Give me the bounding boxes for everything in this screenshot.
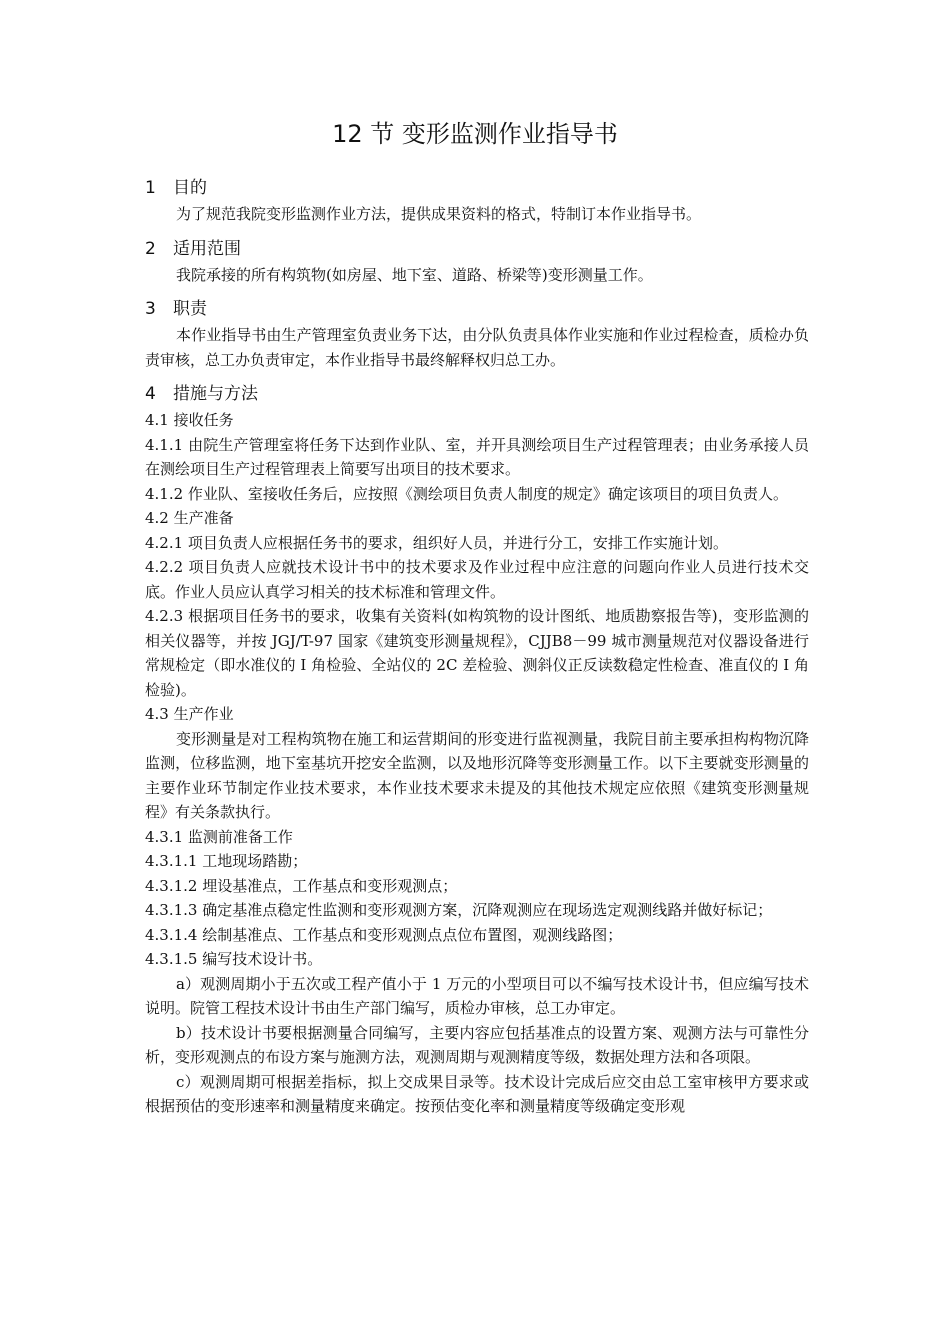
section-number: 3	[145, 299, 156, 319]
clause-paragraph: 4.2.2 项目负责人应就技术设计书中的技术要求及作业过程中应注意的问题向作业人员进行技术交底。作业人员应认真学习相关的技术标准和管理文件。	[145, 558, 809, 601]
section-heading-2	[145, 233, 809, 263]
clause-paragraph: 4.1.1 由院生产管理室将任务下达到作业队、室，并开具测绘项目生产过程管理表；由业务承接人员在测绘项目生产过程管理表上简要写出项目的技术要求。	[145, 435, 809, 478]
section-title: 职责	[173, 299, 207, 319]
section-body-3: 本作业指导书由生产管理室负责业务下达，由分队负责具体作业实施和作业过程检查，质检办负责审核，总工办负责审定，本作业指导书最终解释权归总工办。	[145, 326, 809, 369]
clause-paragraph: 4.3.1.5 编写技术设计书。	[145, 950, 323, 968]
subsection-heading: 4.3 生产作业	[145, 705, 234, 723]
body-paragraph: 变形测量是对工程构筑物在施工和运营期间的形变进行监视测量，我院目前主要承担构构物沉降监测，位移监测，地下室基坑开挖安全监测，以及地形沉降等变形测量工作。以下主要就变形测量的主要作业环节制定作业技术要求，本作业技术要求未提及的其他技术规定应依照《建筑变形测量规程》有关条款执行。	[145, 729, 809, 821]
section-number: 1	[145, 178, 156, 198]
document-body	[145, 168, 809, 1119]
list-item-a: a）观测周期小于五次或工程产值小于 1 万元的小型项目可以不编写技术设计书，但应编写技术说明。院管工程技术设计书由生产部门编写，质检办审核，总工办审定。	[145, 974, 809, 1017]
section-body-2: 我院承接的所有构筑物(如房屋、地下室、道路、桥梁等)变形测量工作。	[176, 265, 653, 284]
clause-paragraph: 4.1.2 作业队、室接收任务后，应按照《测绘项目负责人制度的规定》确定该项目的项目负责人。	[145, 484, 788, 503]
subsection-heading: 4.2 生产准备	[145, 509, 234, 527]
clause-paragraph: 4.3.1.3 确定基准点稳定性监测和变形观测方案，沉降观测应在现场选定观测线路并做好标记；	[145, 901, 773, 919]
clause-paragraph: 4.2.1 项目负责人应根据任务书的要求，组织好人员，并进行分工，安排工作实施计划。	[145, 533, 728, 552]
list-item-c: c）观测周期可根据差指标，拟上交成果目录等。技术设计完成后应交由总工室审核甲方要求或根据预估的变形速率和测量精度来确定。按预估变化率和测量精度等级确定变形观	[145, 1072, 809, 1115]
section-heading-3	[145, 293, 809, 323]
section-heading-4	[145, 378, 809, 408]
clause-paragraph: 4.3.1 监测前准备工作	[145, 827, 293, 846]
clause-paragraph: 4.2.3 根据项目任务书的要求，收集有关资料(如构筑物的设计图纸、地质勘察报告等)，变形监测的相关仪器等，并按 JGJ/T-97 国家《建筑变形测量规程》，CJJB8－99 城市测量规范对仪器设备进行常规检定（即水准仪的 I 角检验、全站仪的 2C 差检验、测斜仪正反读数稳定性检查、准直仪的 I 角检验)。	[145, 607, 809, 699]
subsection-heading: 4.1 接收任务	[145, 411, 234, 429]
list-item-b: b）技术设计书要根据测量合同编写，主要内容应包括基准点的设置方案、观测方法与可靠性分析，变形观测点的布设方案与施测方法，观测周期与观测精度等级，数据处理方法和各项限。	[145, 1023, 809, 1066]
section-number: 2	[145, 238, 156, 259]
section-title: 措施与方法	[173, 384, 258, 404]
section-body-1: 为了规范我院变形监测作业方法，提供成果资料的格式，特制订本作业指导书。	[176, 205, 702, 223]
section-heading-1	[145, 172, 809, 202]
section-title: 适用范围	[173, 238, 241, 259]
section-title: 目的	[173, 178, 207, 198]
clause-paragraph: 4.3.1.1 工地现场踏勘；	[145, 852, 308, 870]
section-number: 4	[145, 384, 156, 404]
clause-paragraph: 4.3.1.4 绘制基准点、工作基点和变形观测点点位布置图，观测线路图；	[145, 925, 623, 944]
page-title: 12 节 变形监测作业指导书	[332, 120, 618, 148]
clause-paragraph: 4.3.1.2 埋设基准点，工作基点和变形观测点；	[145, 876, 458, 895]
